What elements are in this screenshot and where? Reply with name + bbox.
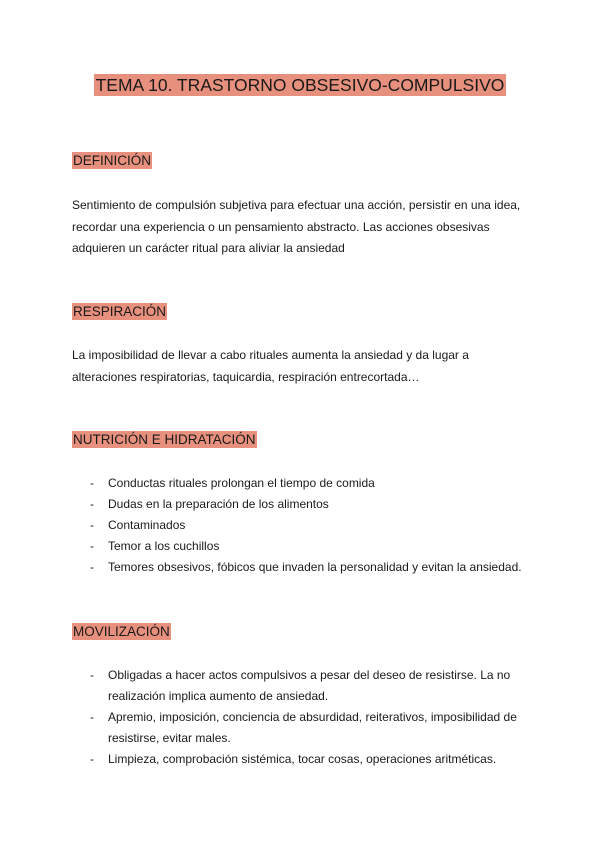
list-item: - Dudas en la preparación de los alimentos: [72, 494, 532, 515]
paragraph-respiracion: [72, 345, 532, 388]
paragraph-line: recordar una experiencia o un pensamiento abstracto. Las acciones obsesivas: [72, 219, 490, 234]
bullet-dash: -: [90, 752, 94, 766]
bullet-dash: -: [90, 497, 94, 511]
paragraph-definicion: [72, 195, 532, 260]
paragraph-line: alteraciones respiratorias, taquicardia, respiración entrecortada…: [72, 369, 420, 384]
section-heading-definicion: DEFINICIÓN: [73, 153, 152, 168]
section-heading-respiracion: RESPIRACIÓN: [73, 304, 167, 319]
paragraph-line: La imposibilidad de llevar a cabo rituales aumenta la ansiedad y da lugar a: [72, 348, 469, 362]
list-item: - Conductas rituales prolongan el tiempo de comida: [72, 473, 532, 494]
page-title-text: TEMA 10. TRASTORNO OBSESIVO-COMPULSIVO: [95, 75, 505, 95]
bullet-dash: -: [90, 710, 94, 724]
bullet-dash: -: [90, 539, 94, 553]
bullet-dash: -: [90, 518, 94, 532]
section-heading-movilizacion: MOVILIZACIÓN: [73, 624, 170, 639]
bullet-dash: -: [90, 560, 94, 574]
list-item: - Apremio, imposición, conciencia de absurdidad, reiterativos, imposibilidad de resistirse, evitar males.: [72, 707, 532, 749]
page-title: [0, 73, 600, 97]
bullet-dash: -: [90, 668, 94, 682]
list-item: - Contaminados: [72, 515, 532, 536]
bullet-dash: -: [90, 476, 94, 490]
list-item: - Temores obsesivos, fóbicos que invaden la personalidad y evitan la ansiedad.: [72, 557, 532, 578]
list-movilizacion: [72, 665, 532, 770]
list-item: - Obligadas a hacer actos compulsivos a pesar del deseo de resistirse. La no realización implica aumento de ansiedad.: [72, 665, 532, 707]
list-nutricion: [72, 473, 532, 578]
list-item: - Temor a los cuchillos: [72, 536, 532, 557]
paragraph-line: adquieren un carácter ritual para aliviar la ansiedad: [72, 241, 345, 255]
paragraph-line: Sentimiento de compulsión subjetiva para efectuar una acción, persistir en una idea,: [72, 198, 521, 212]
list-item: - Limpieza, comprobación sistémica, tocar cosas, operaciones aritméticas.: [72, 749, 532, 770]
section-heading-nutricion: NUTRICIÓN E HIDRATACIÓN: [73, 432, 256, 447]
